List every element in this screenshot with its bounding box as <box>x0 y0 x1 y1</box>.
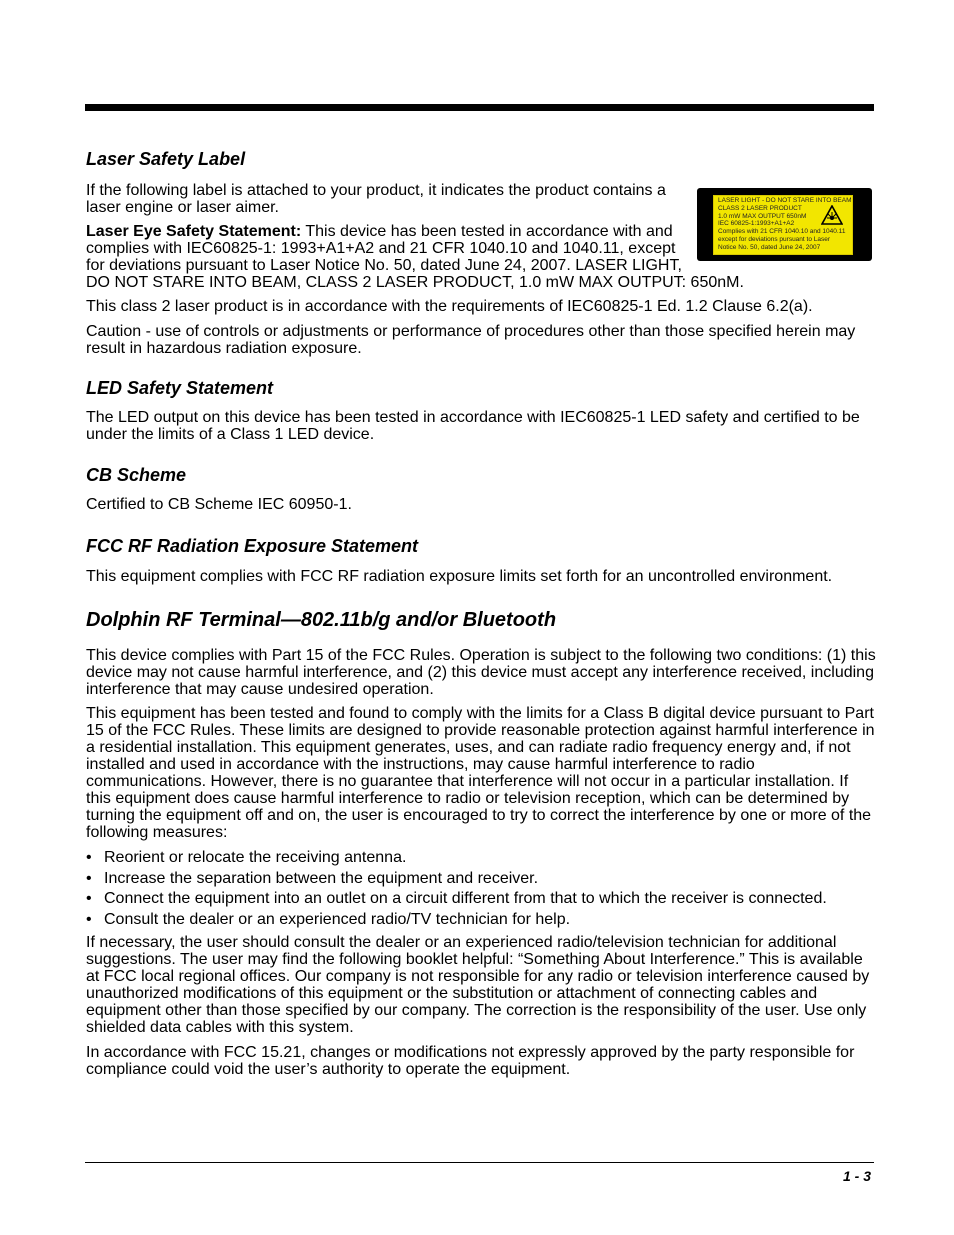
label-line: Notice No. 50, dated June 24, 2007 <box>718 243 821 251</box>
interference-measures-list <box>86 849 876 928</box>
page-content <box>86 148 876 1078</box>
laser-safety-heading: Laser Safety Label <box>86 149 246 169</box>
label-line: LASER LIGHT - DO NOT STARE INTO BEAM <box>718 197 852 204</box>
label-float-spacer <box>686 223 876 274</box>
class2-statement: This class 2 laser product is in accordance with the requirements of IEC60825-1 Ed. 1.2 Clause 6.2(a). <box>86 298 813 315</box>
label-line: Complies with 21 CFR 1040.10 and 1040.11 <box>718 228 846 236</box>
list-item-text: Consult the dealer or an experienced radio/TV technician for help. <box>104 910 571 928</box>
label-line: CLASS 2 LASER PRODUCT <box>718 204 802 212</box>
bullet: • <box>86 869 92 887</box>
list-item-text: Connect the equipment into an outlet on a circuit different from that to which the receiver is connected. <box>104 890 827 907</box>
bullet: • <box>86 849 92 866</box>
label-line: except for deviations pursuant to Laser <box>718 235 831 243</box>
laser-eye-statement-text <box>86 223 876 291</box>
dolphin-paragraph-2: This equipment has been tested and found to comply with the limits for a Class B digital device pursuant to Part 15 of the FCC Rules. These limits are designed to provide reasonable protection against harmful interference in a residential installation. This equipment generates, uses, and can radiate radio frequency energy and, if not installed and used in accordance with the instructions, may cause harmful interference to radio communications. However, there is no guarantee that interference will not occur in a particular installation. If this equipment does cause harmful interference to radio or television reception, which can be determined by turning the equipment off and on, the user is encouraged to try to correct the interference by one or more of the following measures: <box>86 705 875 841</box>
fcc-rf-heading: FCC RF Radiation Exposure Statement <box>86 536 419 556</box>
bullet: • <box>86 890 92 907</box>
led-safety-text: The LED output on this device has been tested in accordance with IEC60825-1 LED safety and certified to be under the limits of a Class 1 LED device. <box>86 409 860 443</box>
list-item <box>86 911 876 928</box>
laser-intro: If the following label is attached to your product, it indicates the product contains a laser engine or laser aimer. <box>86 182 666 216</box>
list-item <box>86 849 876 866</box>
caution-statement: Caution - use of controls or adjustments or performance of procedures other than those specified herein may result in hazardous radiation exposure. <box>86 323 856 357</box>
top-rule <box>85 104 874 111</box>
list-item-text: Increase the separation between the equipment and receiver. <box>104 869 539 887</box>
list-item <box>86 870 876 887</box>
eye-safety-text: This device has been tested in accordance with and complies with IEC60825-1: 1993+A1+A2 and 21 CFR 1040.10 and 1040.11, except for deviations pursuant to Laser Notice No. 50, dated June 24, 2007. LASER LIGHT, DO NOT STARE INTO BEAM, CLASS 2 LASER PRODUCT, 1.0 mW MAX OUTPUT: 650nM. <box>86 223 744 291</box>
bullet: • <box>86 910 92 928</box>
list-item <box>86 890 876 907</box>
bottom-rule <box>85 1162 874 1163</box>
label-line: IEC 60825-1:1993+A1+A2 <box>718 220 795 228</box>
dolphin-heading: Dolphin RF Terminal—802.11b/g and/or Bluetooth <box>86 609 557 631</box>
label-line: 1.0 mW MAX OUTPUT 650nM <box>718 212 807 220</box>
list-item-text: Reorient or relocate the receiving antenna. <box>104 849 407 866</box>
dolphin-paragraph-1: This device complies with Part 15 of the FCC Rules. Operation is subject to the following two conditions: (1) this device may not cause harmful interference, and (2) this device must accept any interference received, including interference that may cause undesired operation. <box>86 647 876 698</box>
dolphin-paragraph-4: In accordance with FCC 15.21, changes or modifications not expressly approved by the party responsible for compliance could void the user’s authority to operate the equipment. <box>86 1043 855 1078</box>
led-safety-heading: LED Safety Statement <box>86 378 274 398</box>
cb-scheme-text: Certified to CB Scheme IEC 60950-1. <box>86 496 352 513</box>
cb-scheme-heading: CB Scheme <box>86 465 187 485</box>
dolphin-paragraph-3: If necessary, the user should consult the dealer or an experienced radio/television technician for additional suggestions. The user may find the following booklet helpful: “Something About Interference.” This is available at FCC local regional offices. Our company is not responsible for any radio or television interference caused by unauthorized modifications of this equipment or the substitution or attachment of connecting cables and equipment other than those specified by our company. The correction is the responsibility of the user. Use only shielded data cables with this system. <box>86 933 870 1036</box>
eye-safety-label: Laser Eye Safety Statement: <box>86 223 302 240</box>
fcc-rf-text: This equipment complies with FCC RF radiation exposure limits set forth for an uncontrolled environment. <box>86 568 833 585</box>
page-number: 1 - 3 <box>842 1168 871 1184</box>
